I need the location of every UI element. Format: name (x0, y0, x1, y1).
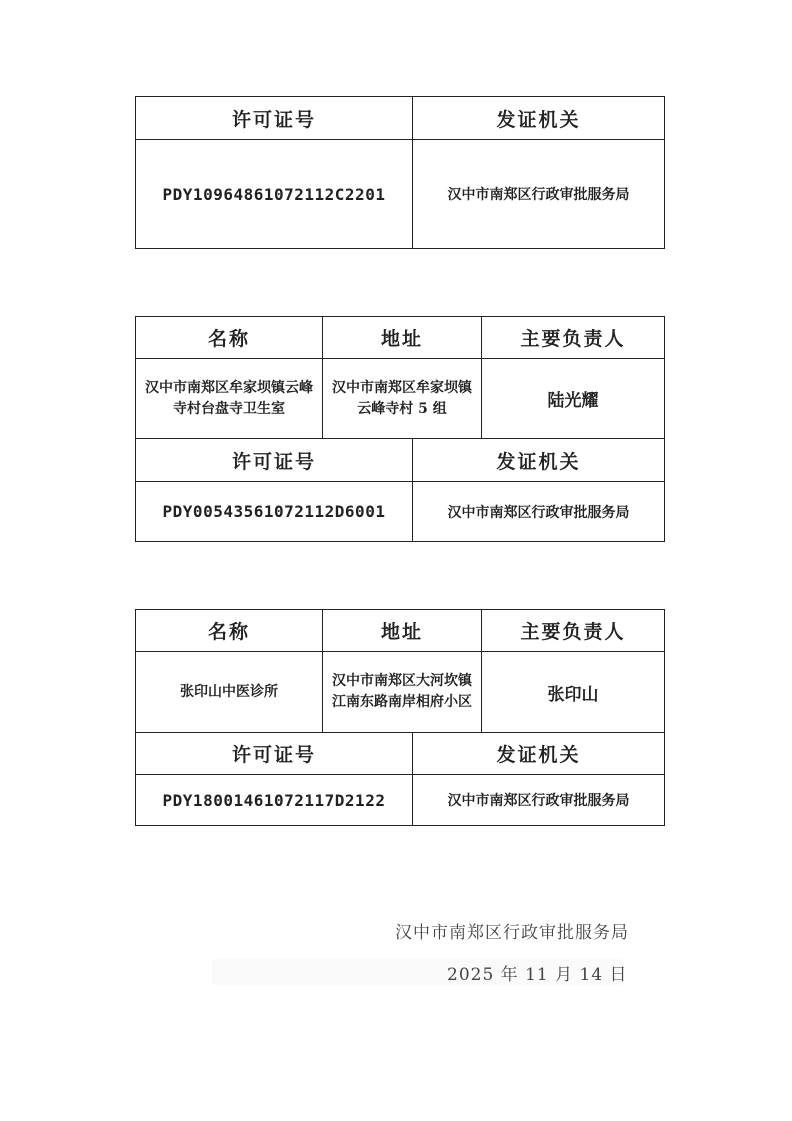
person-value: 陆光耀 (482, 359, 665, 439)
authority-header: 发证机关 (413, 439, 665, 482)
permit-table-1 (135, 96, 665, 249)
person-header: 主要负责人 (482, 610, 665, 652)
name-value: 汉中市南郑区牟家坝镇云峰寺村台盘寺卫生室 (136, 359, 323, 439)
authority-header: 发证机关 (413, 97, 665, 140)
name-header: 名称 (136, 610, 323, 652)
permit-table-2 (135, 316, 665, 542)
authority-value: 汉中市南郑区行政审批服务局 (413, 775, 665, 826)
person-header: 主要负责人 (482, 317, 665, 359)
address-value: 汉中市南郑区大河坎镇江南东路南岸相府小区 (323, 652, 482, 733)
address-value: 汉中市南郑区牟家坝镇云峰寺村 5 组 (323, 359, 482, 439)
license-no-value: PDY00543561072112D6001 (136, 482, 413, 542)
address-header: 地址 (323, 610, 482, 652)
issue-date: 2025 年 11 月 14 日 (447, 965, 628, 985)
name-value: 张印山中医诊所 (136, 652, 323, 733)
license-no-value: PDY10964861072112C2201 (136, 140, 413, 249)
name-header: 名称 (136, 317, 323, 359)
permit-table-3 (135, 609, 665, 826)
license-no-header: 许可证号 (136, 733, 413, 775)
license-no-header: 许可证号 (136, 97, 413, 140)
person-value: 张印山 (482, 652, 665, 733)
address-header: 地址 (323, 317, 482, 359)
authority-value: 汉中市南郑区行政审批服务局 (413, 482, 665, 542)
license-no-value: PDY18001461072117D2122 (136, 775, 413, 826)
authority-value: 汉中市南郑区行政审批服务局 (413, 140, 665, 249)
authority-header: 发证机关 (413, 733, 665, 775)
license-no-header: 许可证号 (136, 439, 413, 482)
issuer-signature: 汉中市南郑区行政审批服务局 (395, 923, 629, 943)
